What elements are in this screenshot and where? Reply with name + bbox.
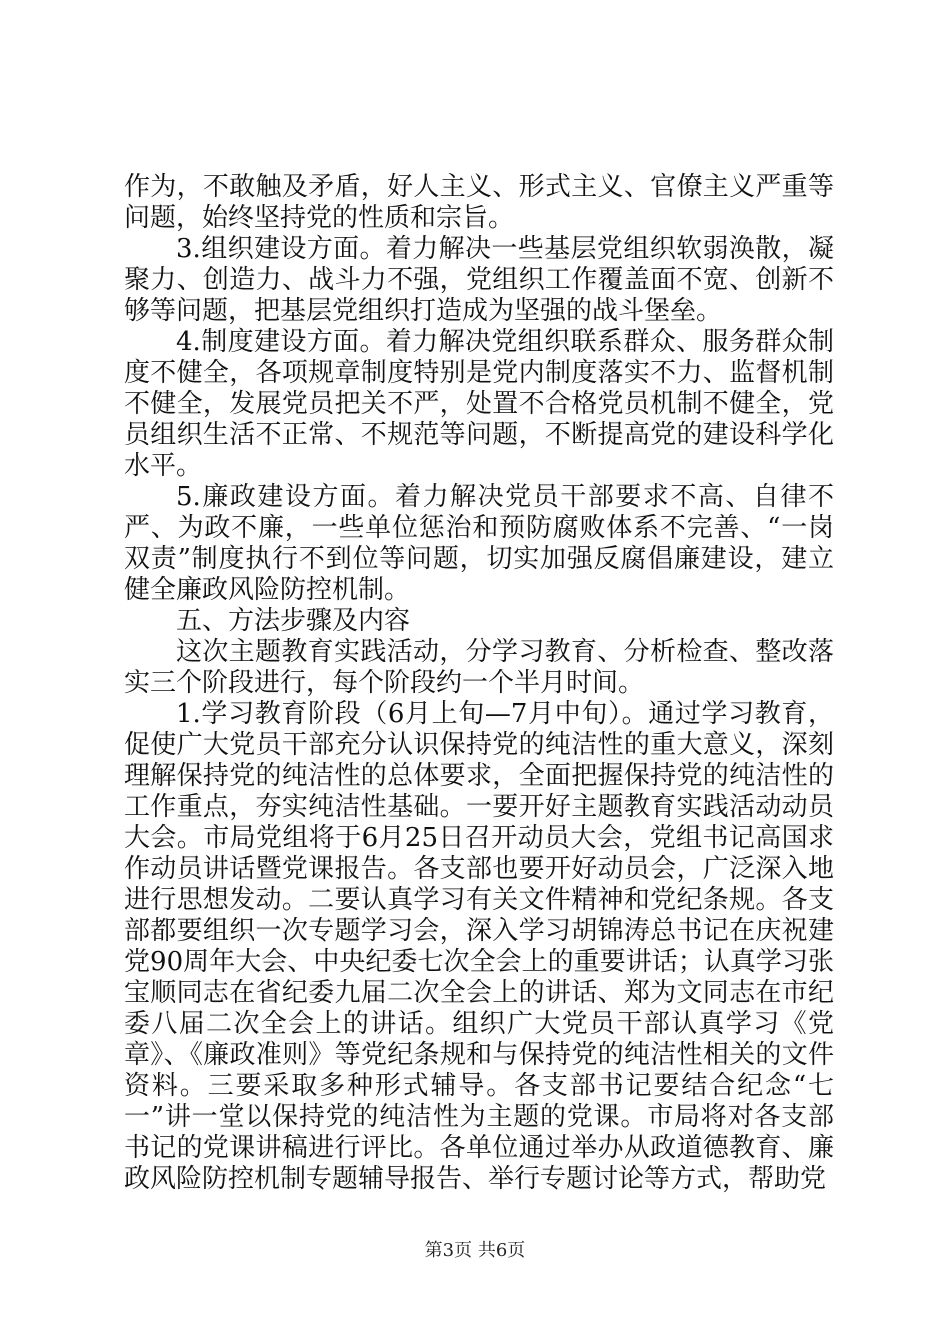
paragraph-3: 4.制度建设方面。着力解决党组织联系群众、服务群众制度不健全，各项规章制度特别是党内制度落实不力、监督机制不健全，发展党员把关不严，处置不合格党员机制不健全，党员组织生活不正常、不规范等问题，不断提高党的建设科学化水平。 — [124, 327, 834, 481]
paragraph-5: 这次主题教育实践活动，分学习教育、分析检查、整改落实三个阶段进行，每个阶段约一个半月时间。 — [124, 637, 834, 698]
section-heading: 五、方法步骤及内容 — [176, 606, 411, 636]
page-number-footer: 第3页 共6页 — [424, 1240, 526, 1261]
paragraph-4: 5.廉政建设方面。着力解决党员干部要求不高、自律不严、为政不廉，一些单位惩治和预防腐败体系不完善、“一岗双责”制度执行不到位等问题，切实加强反腐倡廉建设，建立健全廉政风险防控机制。 — [124, 482, 834, 605]
paragraph-1: 作为，不敢触及矛盾，好人主义、形式主义、官僚主义严重等问题，始终坚持党的性质和宗旨。 — [124, 172, 834, 233]
document-body — [124, 172, 834, 1195]
paragraph-2: 3.组织建设方面。着力解决一些基层党组织软弱涣散，凝聚力、创造力、战斗力不强，党组织工作覆盖面不宽、创新不够等问题，把基层党组织打造成为坚强的战斗堡垒。 — [124, 234, 834, 326]
paragraph-6: 1.学习教育阶段（6月上旬—7月中旬）。通过学习教育，促使广大党员干部充分认识保持党的纯洁性的重大意义，深刻理解保持党的纯洁性的总体要求，全面把握保持党的纯洁性的工作重点，夯实纯洁性基础。一要开好主题教育实践活动动员大会。市局党组将于6月25日召开动员大会，党组书记高国求作动员讲话暨党课报告。各支部也要开好动员会，广泛深入地进行思想发动。二要认真学习有关文件精神和党纪条规。各支部都要组织一次专题学习会，深入学习胡锦涛总书记在庆祝建党90周年大会、中央纪委七次全会上的重要讲话；认真学习张宝顺同志在省纪委九届二次全会上的讲话、郑为文同志在市纪委八届二次全会上的讲话。组织广大党员干部认真学习《党章》、《廉政准则》等党纪条规和与保持党的纯洁性相关的文件资料。三要采取多种形式辅导。各支部书记要结合纪念“七一”讲一堂以保持党的纯洁性为主题的党课。市局将对各支部书记的党课讲稿进行评比。各单位通过举办从政道德教育、廉政风险防控机制专题辅导报告、举行专题讨论等方式，帮助党 — [124, 699, 834, 1194]
